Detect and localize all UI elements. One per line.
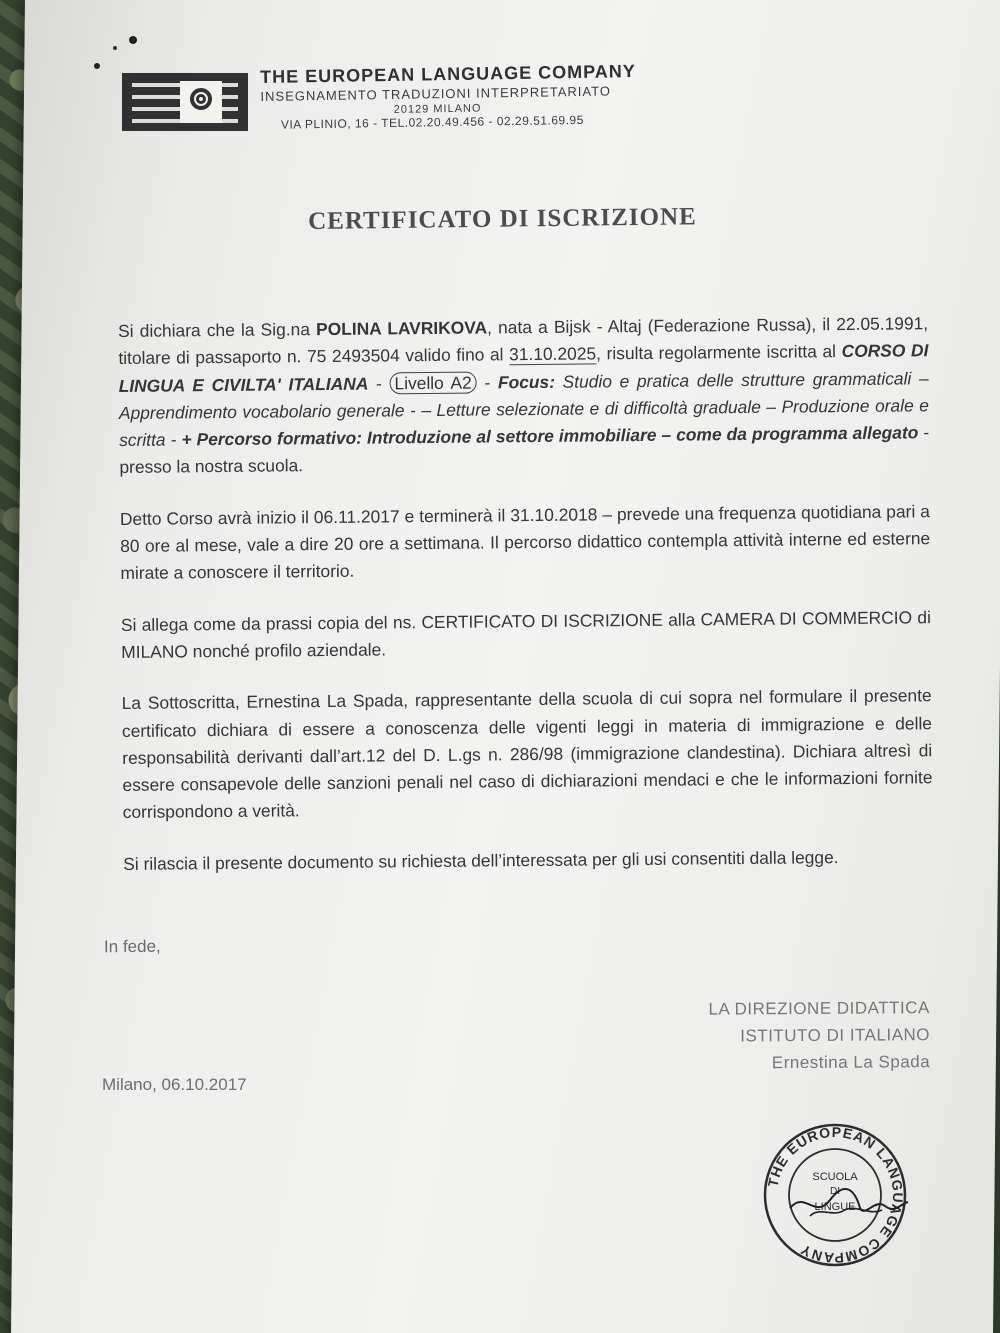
document-body [118,310,934,902]
company-address: VIA PLINIO, 16 - TEL.02.20.49.456 - 02.29.51.69.95 [280,112,584,132]
stamp-center-top: SCUOLA [812,1171,858,1183]
signature-line-2: ISTITUTO DI ITALIANO [740,1025,931,1046]
signature-block [680,994,931,1077]
school-stamp [760,1120,910,1270]
paragraph-issuance: Si rilascia il presente documento su richiesta dell’interessata per gli usi consentiti dalla legge. [123,846,839,874]
letterhead [260,61,637,132]
paragraph-declaration: Si dichiara che la Sig.na POLINA LAVRIKOVA, nata a Bijsk - Altaj (Federazione Russa), il 22.05.1991, titolare di passaporto n. 75 2493504 valido fino al 31.10.2025, risulta regolarmente iscritta al CORSO DI LINGUA E CIVILTA' ITALIANA - Livello A2 - Focus: Studio e pratica delle strutture grammaticali – Apprendimento vocabolario generale - – Letture selezionate e di difficoltà graduale – Produzione orale e scritta - + Percorso formativo: Introduzione al settore immobiliare – come da programma allegato - presso la nostra scuola. [118,313,930,478]
company-logo [122,73,248,131]
passport-expiry: 31.10.2025 [508,343,597,365]
course-focus: Studio e pratica delle strutture grammaticali – Apprendimento vocabolario generale - – Letture selezionate e di difficoltà graduale – Produzione orale e scritta - [118,367,929,451]
signature-line-3: Ernestina La Spada [771,1052,931,1073]
paragraph-course-dates: Detto Corso avrà inizio il 06.11.2017 e terminerà il 31.10.2018 – prevede una frequenza quotidiana pari a 80 ore al mese, vale a dire 20 ore a settimana. Il percorso didattico contempla attività interne ed esterne mirate a conoscere il territorio. [119,500,931,584]
place-and-date: Milano, 06.10.2017 [102,1075,247,1094]
company-subtitle: INSEGNAMENTO TRADUZIONI INTERPRETARIATO [260,83,612,104]
paragraph-responsibility: La Sottoscritta, Ernestina La Spada, rappresentante della scuola di cui sopra nel formulare il presente certificato dichiara di essere a conoscenza delle vigenti leggi in materia di immigrazione e delle responsabilità derivanti dall’art.12 del D. L.gs n. 286/98 (immigrazione clandestina). Dichiara altresì di essere consapevole delle sanzioni penali nel caso di dichiarazioni mendaci e che le informazioni fornite corrispondono a verità. [121,685,933,823]
signature-line-1: LA DIREZIONE DIDATTICA [708,998,930,1019]
student-name: POLINA LAVRIKOVA [315,317,488,340]
closing-salutation: In fede, [103,936,161,957]
company-name: THE EUROPEAN LANGUAGE COMPANY [260,61,636,87]
course-level: Livello A2 [389,371,477,394]
course-percorso: + Percorso formativo: Introduzione al settore immobiliare – come da programma allegato [181,422,919,450]
paragraph-attachments: Si allega come da prassi copia del ns. CERTIFICATO DI ISCRIZIONE alla CAMERA DI COMMERCIO di MILANO nonché profilo aziendale. [120,606,932,662]
company-city: 20129 MILANO [393,102,482,116]
document-title: CERTIFICATO DI ISCRIZIONE [308,203,697,235]
stamp-ring-text: THE EUROPEAN LANGUAGE COMPANY [764,1123,907,1267]
course-name: CORSO DI LINGUA E CIVILTA' ITALIANA [118,340,929,396]
stamp-center-bottom: LINGUE [814,1201,856,1213]
stamp-center-mid: DI [830,1186,840,1197]
